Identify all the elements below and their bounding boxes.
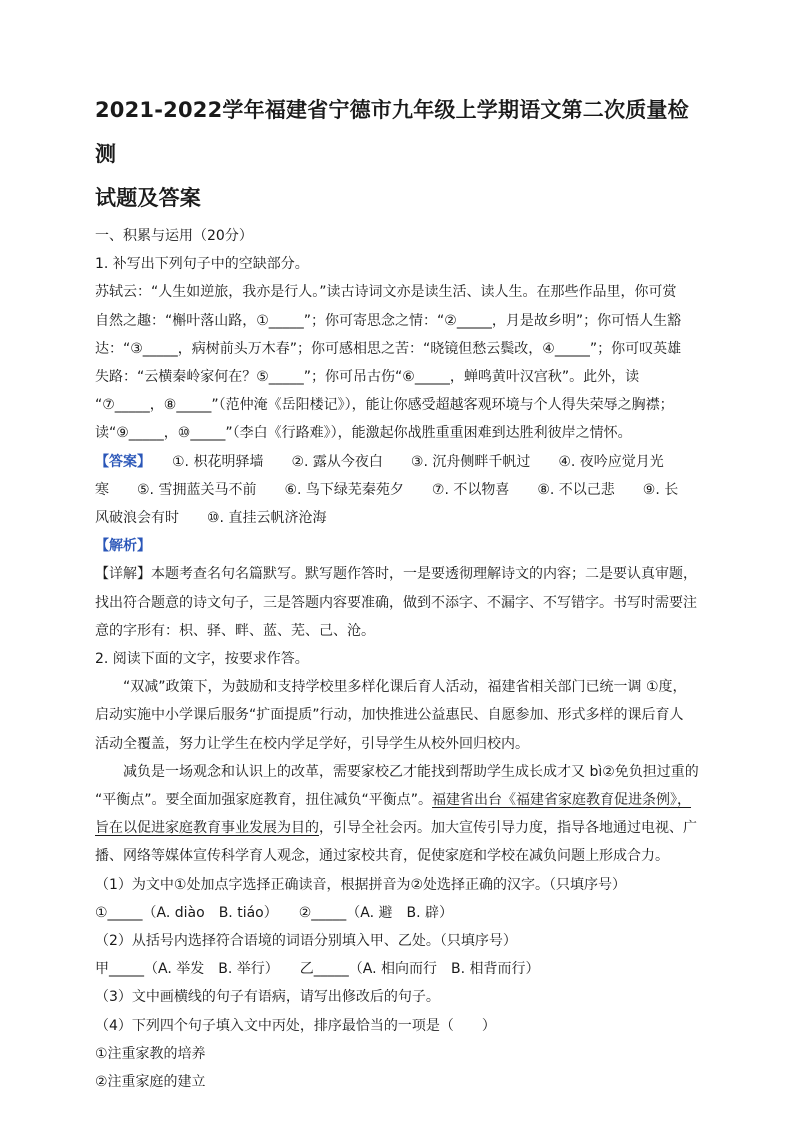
detail-line: 找出符合题意的诗文句子，三是答题内容要准确，做到不添字、不漏字、不写错字。书写时需要注 <box>95 594 697 611</box>
q1-text-line: 达：“③_____，病树前头万木春”；你可感相思之苦：“晓镜但愁云鬓改，④_____”；你可叹英雄 <box>95 340 682 357</box>
detail-line: 意的字形有：枳、驿、畔、蓝、芜、己、沧。 <box>95 622 375 639</box>
question-1-prompt: 1. 补写出下列句子中的空缺部分。 <box>95 256 309 273</box>
answer-tag: 【答案】 <box>95 453 144 470</box>
sub-question-1-options: ①_____（A. diào B. tiáo） ②_____（A. 避 B. 辟） <box>95 904 454 921</box>
q1-text-line: 苏轼云：“人生如逆旅，我亦是行人。”读古诗词文亦是读生活、读人生。在那些作品里，你可赏 <box>95 284 677 301</box>
document-page <box>95 88 705 1096</box>
passage-text: ，引导全社会丙。加大宣传引导力度，指导各地通过电视、广 <box>319 820 697 837</box>
passage-line <box>95 786 705 814</box>
sub-question-2-options: 甲_____（A. 举发 B. 举行） 乙_____（A. 相向而行 B. 相背而行） <box>95 961 540 978</box>
question-2-prompt: 2. 阅读下面的文字，按要求作答。 <box>95 651 309 668</box>
q1-text-line: 自然之趣：“槲叶落山路，①_____”；你可寄思念之情：“②_____，月是故乡明”；你可悟人生豁 <box>95 312 682 329</box>
sub-question-3: （3）文中画横线的句子有语病，请写出修改后的句子。 <box>95 989 440 1006</box>
passage-line: “双减”政策下，为鼓励和支持学校里多样化课后育人活动，福建省相关部门已统一调 ①度， <box>123 679 687 696</box>
sub-question-1: （1）为文中①处加点字选择正确读音，根据拼音为②处选择正确的汉字。（只填序号） <box>95 876 627 893</box>
underlined-sentence: 福建省出台《福建省家庭教育促进条例》， <box>432 792 692 809</box>
answer-text: ①. 枳花明驿墙 ②. 露从今夜白 ③. 沉舟侧畔千帆过 ④. 夜吟应觉月光 <box>144 453 664 470</box>
analysis-tag: 【解析】 <box>95 538 151 555</box>
q1-text-line: “⑦_____，⑧_____”（范仲淹《岳阳楼记》），能让你感受超越客观环境与个人得失荣辱之胸襟； <box>95 397 674 414</box>
title-line-2: 试题及答案 <box>95 186 201 210</box>
sub-question-2: （2）从括号内选择符合语境的词语分别填入甲、乙处。（只填序号） <box>95 933 517 950</box>
underlined-sentence: 旨在以促进家庭教育事业发展为目的 <box>95 820 319 837</box>
answer-line: 寒 ⑤. 雪拥蓝关马不前 ⑥. 鸟下绿芜秦苑夕 ⑦. 不以物喜 ⑧. 不以己悲 ⑨. 长 <box>95 481 679 498</box>
q1-text-line: 失路：“云横秦岭家何在？⑤_____”；你可吊古伤“⑥_____，蝉鸣黄叶汉宫秋”。此外，读 <box>95 369 640 386</box>
section-heading: 一、积累与运用（20分） <box>95 228 253 244</box>
sub-question-4: （4）下列四个句子填入文中丙处，排序最恰当的一项是（ ） <box>95 1017 496 1034</box>
analysis-line <box>95 532 705 560</box>
passage-line: 启动实施中小学课后服务“扩面提质”行动，加快推进公益惠民、自愿参加、形式多样的课后育人 <box>95 707 684 724</box>
sub-question-4-item: ①注重家教的培养 <box>95 1045 206 1062</box>
detail-line: 【详解】本题考查名句名篇默写。默写题作答时，一是要透彻理解诗文的内容；二是要认真审题， <box>95 566 697 583</box>
passage-text: “平衡点”。要全面加强家庭教育，扭住减负“平衡点”。 <box>95 792 433 809</box>
document-title <box>95 88 705 220</box>
passage-line <box>95 814 705 842</box>
passage-line: 减负是一场观念和认识上的改革，需要家校乙才能找到帮助学生成长成才又 bì②免负担过重的 <box>123 763 699 780</box>
title-line-1: 2021-2022学年福建省宁德市九年级上学期语文第二次质量检测 <box>95 98 689 166</box>
answer-line: 风破浪会有时 ⑩. 直挂云帆济沧海 <box>95 510 327 527</box>
q1-text-line: 读“⑨_____，⑩_____”（李白《行路难》），能激起你战胜重重困难到达胜利彼岸之情怀。 <box>95 425 632 442</box>
sub-question-4-item: ②注重家庭的建立 <box>95 1074 206 1091</box>
passage-line: 播、网络等媒体宣传科学育人观念，通过家校共育，促使家庭和学校在减负问题上形成合力。 <box>95 848 669 865</box>
passage-line: 活动全覆盖，努力让学生在校内学足学好，引导学生从校外回归校内。 <box>95 735 529 752</box>
answer-line <box>95 448 705 476</box>
